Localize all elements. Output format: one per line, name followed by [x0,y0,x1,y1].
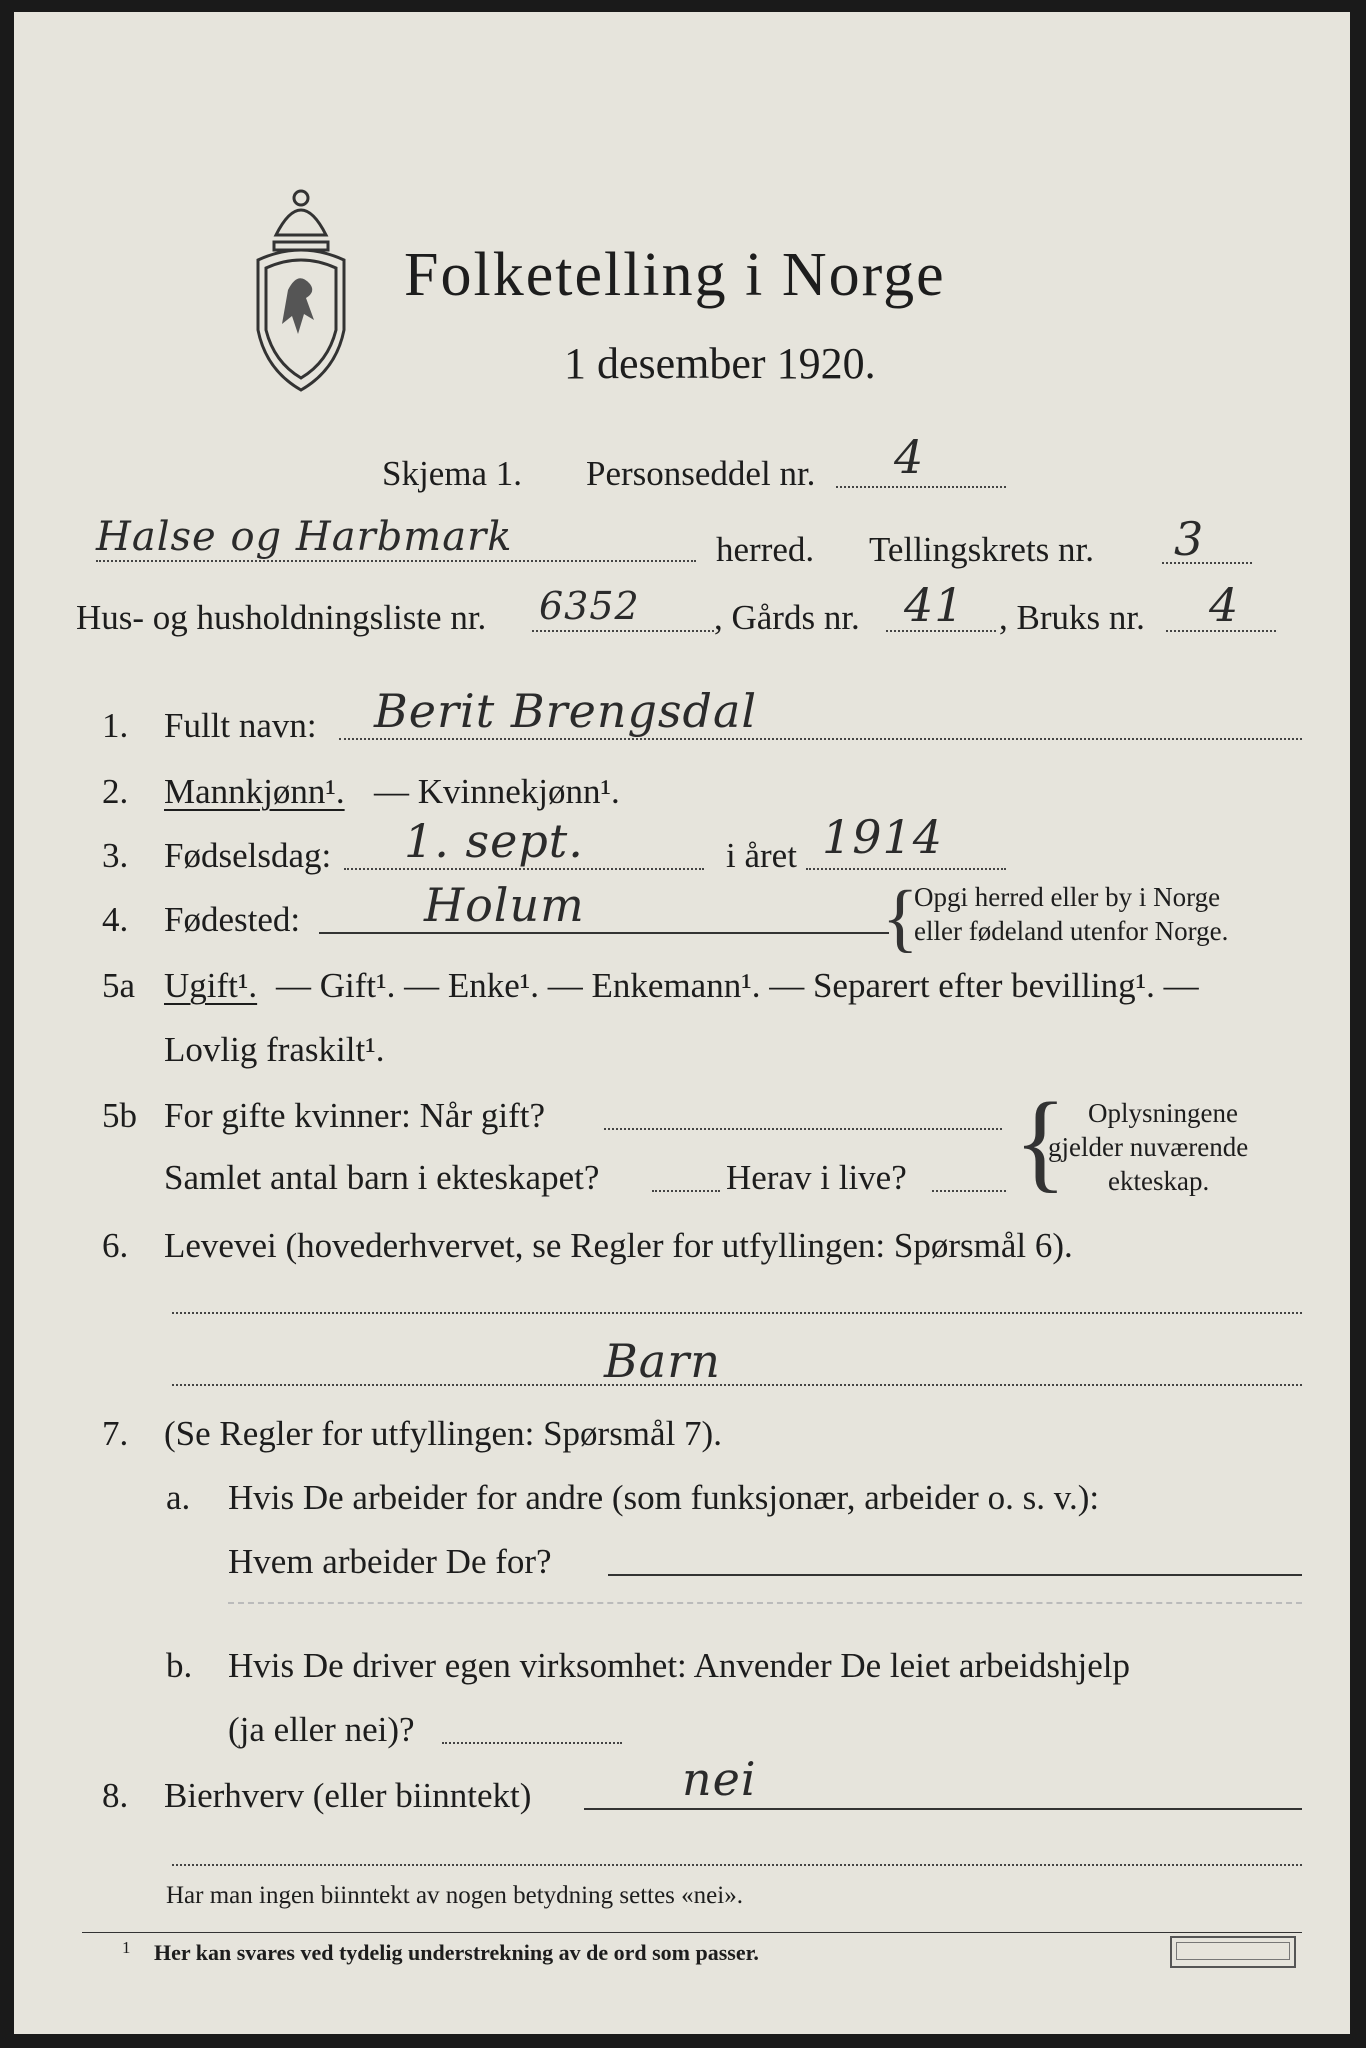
hus-label: Hus- og husholdningsliste nr. [76,598,487,637]
q3-label: Fødselsdag: [164,836,332,875]
census-date: 1 desember 1920. [564,339,876,388]
q5b-number: 5b [102,1096,137,1135]
personseddel-label: Personseddel nr. [586,454,816,493]
q5a-number: 5a [102,966,136,1005]
q6-line1 [172,1312,1302,1314]
herred-label: herred. [716,530,815,569]
bruks-value: 4 [1209,578,1240,632]
q7a-line1: Hvis De arbeider for andre (som funksjonær, arbeider o. s. v.): [228,1478,1100,1517]
schema-label: Skjema 1. [382,454,522,493]
q5a-rest: — Gift¹. — Enke¹. — Enkemann¹. — Separert efter bevilling¹. — [276,966,1199,1005]
hus-value: 6352 [539,584,640,628]
q7b-line1: Hvis De driver egen virksomhet: Anvender De leiet arbeidshjelp [228,1646,1130,1685]
footnote-number: 1 [122,1938,131,1957]
q3-year-line [806,868,1006,870]
q4-label: Fødested: [164,900,301,939]
q5b-when-line [604,1128,1002,1130]
q8-extra-line [172,1864,1302,1866]
q7a-letter: a. [166,1478,191,1517]
q3-number: 3. [102,836,129,875]
q6-value: Barn [604,1334,721,1388]
q7b-answer-line [442,1742,622,1744]
q8-number: 8. [102,1776,129,1815]
q3-year-value: 1914 [822,810,944,864]
q8-value: nei [682,1752,757,1806]
q4-note-line1: Opgi herred eller by i Norge [914,882,1221,912]
bleed-through [1204,132,1211,164]
q4-line [319,932,889,934]
q4-note-line2: eller fødeland utenfor Norge. [914,916,1229,946]
gards-value: 41 [904,578,965,632]
q3-year-label: i året [726,836,797,875]
hus-line [532,630,714,632]
q8-label: Bierhverv (eller biinntekt) [164,1776,532,1815]
q5b-children-label: Samlet antal barn i ekteskapet? [164,1158,600,1197]
q5b-alive-label: Herav i live? [726,1158,907,1197]
bruks-label: , Bruks nr. [999,598,1145,637]
q7-number: 7. [102,1414,129,1453]
q3-day-line [344,868,704,870]
footnote-text: Her kan svares ved tydelig understrekning av de ord som passer. [154,1940,759,1965]
q1-label: Fullt navn: [164,706,317,745]
q7b-letter: b. [166,1646,193,1685]
personseddel-line [836,486,1006,488]
q1-number: 1. [102,706,129,745]
coat-of-arms-icon [236,180,366,395]
q6-line2 [172,1384,1302,1386]
biinntekt-note: Har man ingen biinntekt av nogen betydning settes «nei». [166,1882,743,1909]
q7-label: (Se Regler for utfyllingen: Spørsmål 7). [164,1414,722,1453]
footnote-divider [82,1932,1302,1933]
census-form-page [14,12,1350,2034]
q7a-answer-line [608,1574,1302,1576]
q5b-line1: For gifte kvinner: Når gift? [164,1096,546,1135]
q5a-ugift: Ugift¹. [164,966,258,1005]
q5a-line2: Lovlig fraskilt¹. [164,1030,385,1069]
personseddel-value: 4 [894,430,925,484]
q6-label: Levevei (hovederhvervet, se Regler for utfyllingen: Spørsmål 6). [164,1226,1073,1265]
q4-value: Holum [424,878,585,932]
q8-line [584,1808,1302,1810]
q2-mannkjonn: Mannkjønn¹. [164,772,345,811]
herred-line [96,560,696,562]
q6-number: 6. [102,1226,129,1265]
q5b-note-line1: Oplysningene [1088,1098,1238,1128]
gards-label: , Gårds nr. [714,598,860,637]
q5b-note-line2: gjelder nuværende [1048,1132,1249,1162]
q2-rest: — Kvinnekjønn¹. [374,772,620,811]
tellingskrets-value: 3 [1174,512,1205,566]
q5b-children-line [652,1190,720,1192]
q4-number: 4. [102,900,129,939]
q4-brace: { [882,876,919,960]
q3-day-value: 1. sept. [404,814,584,868]
printer-mark [1170,1936,1296,1968]
q5b-alive-line [932,1190,1006,1192]
q7a-line2: Hvem arbeider De for? [228,1542,552,1581]
q5b-brace: { [1014,1080,1067,1202]
q7b-line2: (ja eller nei)? [228,1710,415,1749]
herred-value: Halse og Harbmark [96,514,513,560]
q1-value: Berit Brengsdal [374,684,758,738]
form-title: Folketelling i Norge [404,241,946,309]
q5b-note-line3: ekteskap. [1108,1166,1210,1196]
tellingskrets-label: Tellingskrets nr. [869,530,1095,569]
q7a-extra-line [228,1602,1302,1604]
q2-number: 2. [102,772,129,811]
q1-line [339,738,1302,740]
